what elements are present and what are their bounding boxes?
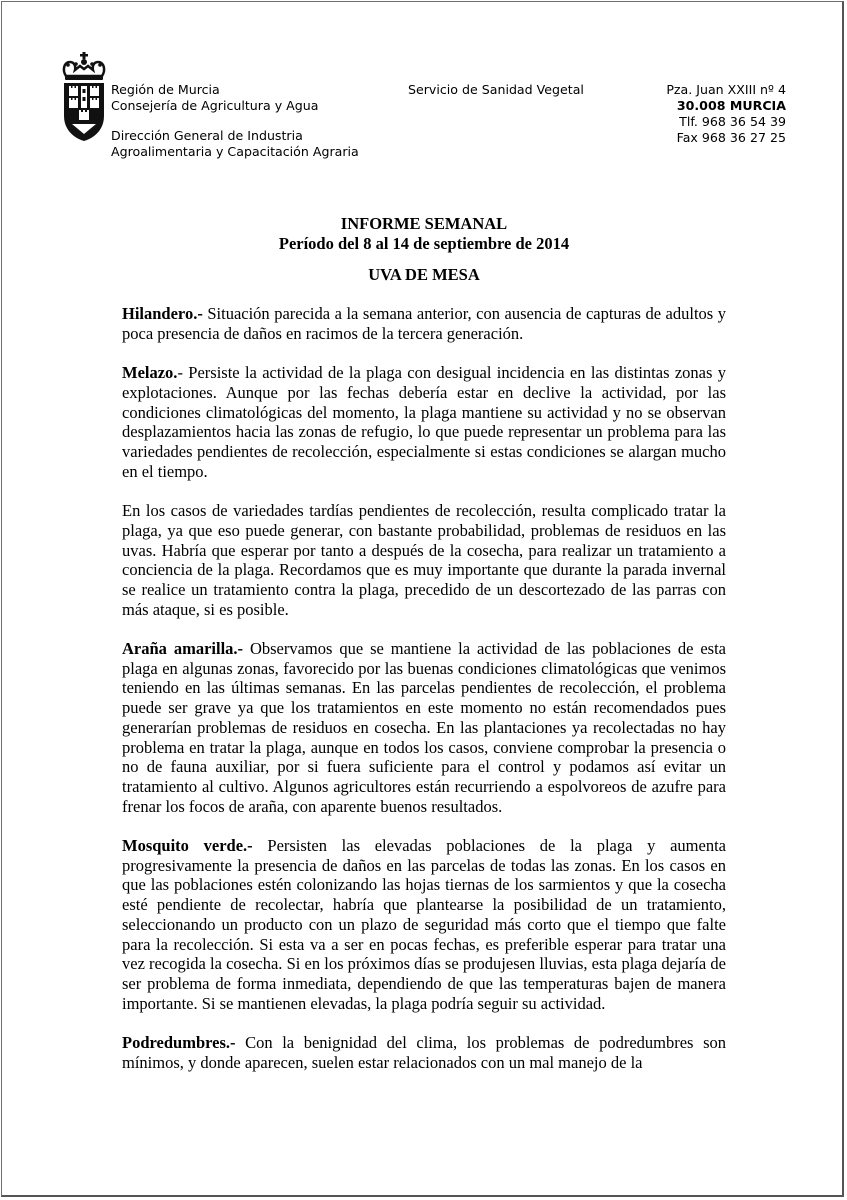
ministry-name: Consejería de Agricultura y Agua <box>111 98 319 113</box>
section-term: Podredumbres.- <box>122 1033 236 1053</box>
section-term: Araña amarilla.- <box>122 639 244 659</box>
address-fax: Fax 968 36 27 25 <box>676 130 786 145</box>
service-name: Servicio de Sanidad Vegetal <box>408 82 584 97</box>
directorate-name-line2: Agroalimentaria y Capacitación Agraria <box>111 144 359 159</box>
section-term: Mosquito verde.- <box>122 836 253 856</box>
section-term: Hilandero.- <box>122 304 203 324</box>
section-mosquito-verde <box>122 836 726 1013</box>
region-name: Región de Murcia <box>111 82 220 97</box>
section-text: Con la benignidad del clima, los problemas de podredumbres son mínimos, y donde aparecen, suelen estar relacionados con un mal manejo de la <box>122 1033 726 1072</box>
report-period: Período del 8 al 14 de septiembre de 2014 <box>278 233 570 253</box>
section-melazo-continued <box>122 501 726 619</box>
section-text: Observamos que se mantiene la actividad de las poblaciones de esta plaga en algunas zonas, favorecido por las buenas condiciones climatológicas que venimos teniendo en las últimas semanas. En las parcelas pendientes de recolección, el problema puede ser grave ya que los tratamientos en este momento no están recomendados pues generarían problemas de residuos en cosecha. En las plantaciones ya recolectadas no hay problema en tratar la plaga, aunque en todos los casos, conviene comprobar la presencia o no de fauna auxiliar, por si fuera suficiente para el control y podamos así evitar un tratamiento al cultivo. Algunos agricultores están recurriendo a espolvoreos de azufre para frenar los focos de araña, con aparente buenos resultados. <box>122 639 726 816</box>
section-hilandero <box>122 304 726 343</box>
report-title: INFORME SEMANAL <box>340 214 508 233</box>
section-text: Situación parecida a la semana anterior, con ausencia de capturas de adultos y poca presencia de daños en racimos de la tercera generación. <box>122 304 726 343</box>
address-phone: Tlf. 968 36 54 39 <box>679 114 786 129</box>
crop-heading: UVA DE MESA <box>368 265 480 285</box>
section-arana-amarilla <box>122 639 726 816</box>
address-city: 30.008 MURCIA <box>676 98 786 113</box>
directorate-name: Dirección General de Industria <box>111 128 303 143</box>
section-text: - Persiste la actividad de la plaga con desigual incidencia en las distintas zonas y explotaciones. Aunque por las fechas debería estar en declive la actividad, por las condiciones climatológicas del momento, la plaga mantiene su actividad y no se observan desplazamientos hacia las zonas de refugio, lo que puede representar un problema para las variedades pendientes de recolección, especialmente si estas condiciones se alargan mucho en el tiempo. <box>122 363 726 481</box>
section-term: Melazo. <box>122 363 178 383</box>
section-podredumbres <box>122 1033 726 1072</box>
section-melazo <box>122 363 726 481</box>
section-text: En los casos de variedades tardías pendientes de recolección, resulta complicado tratar la plaga, ya que eso puede generar, con bastante probabilidad, problemas de residuos en las uvas. Habría que esperar por tanto a después de la cosecha, para realizar un tratamiento a conciencia de la plaga. Recordamos que es muy importante que durante la parada invernal se realice un tratamiento contra la plaga, precedido de un descortezado de las parras con más ataque, si es posible. <box>122 501 726 619</box>
address-street: Pza. Juan XXIII nº 4 <box>666 82 786 97</box>
organization-block <box>111 82 359 160</box>
section-text: Persisten las elevadas poblaciones de la plaga y aumenta progresivamente la presencia de daños en las parcelas de todas las zonas. En los casos en que las poblaciones estén colonizando las hojas tiernas de los sarmientos y que la cosecha esté pendiente de recolectar, habría que plantearse la posibilidad de un tratamiento, seleccionando un producto con un plazo de seguridad más corto que el tiempo que falte para la recolección. Si esta va a ser en pocas fechas, es preferible esperar para tratar una vez recogida la cosecha. Si en los próximos días se produjesen lluvias, esta plaga dejaría de ser problema de forma inmediata, dependiendo de que las temperaturas bajen de manera importante. Si se mantienen elevadas, la plaga podría seguir su actividad. <box>122 836 726 1013</box>
region-crest-logo <box>60 52 108 142</box>
address-block <box>666 82 786 146</box>
report-body <box>122 214 726 1092</box>
